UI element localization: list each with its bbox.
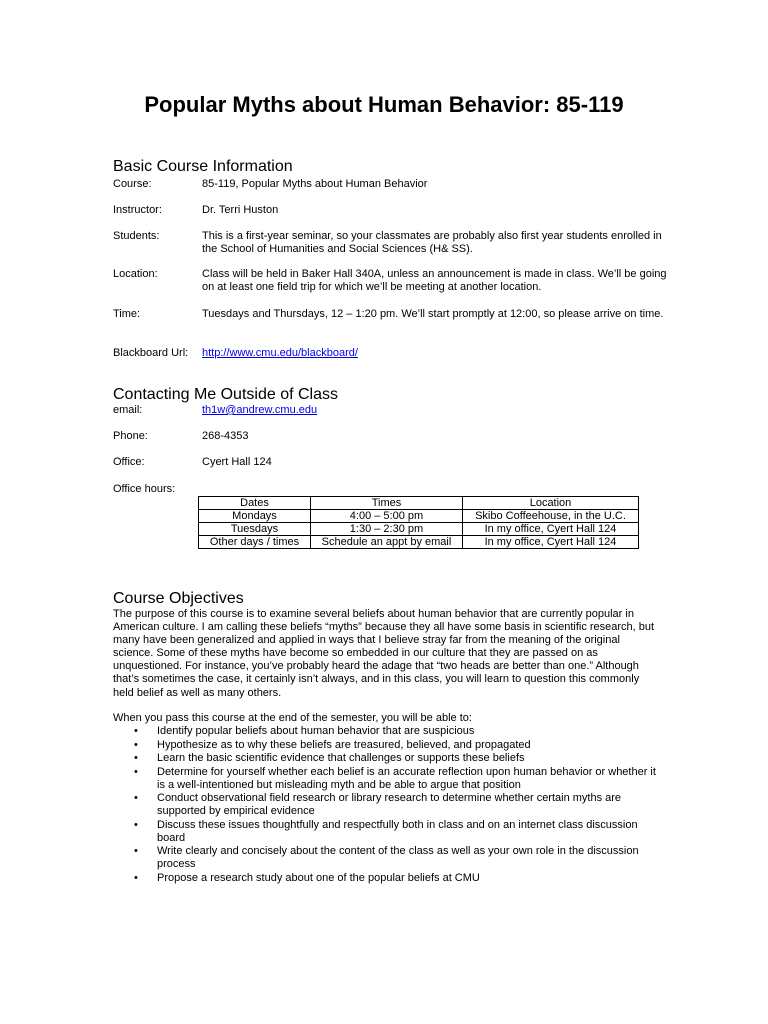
table-cell: 1:30 – 2:30 pm	[311, 523, 463, 536]
list-item-text: Learn the basic scientific evidence that challenges or supports these beliefs	[157, 752, 525, 764]
list-item	[113, 766, 658, 792]
info-value: Tuesdays and Thursdays, 12 – 1:20 pm. We’ll start promptly at 12:00, so please arrive on time.	[202, 308, 664, 320]
info-label: Blackboard Url:	[113, 347, 189, 359]
list-item-text: Hypothesize as to why these beliefs are treasured, believed, and propagated	[157, 738, 531, 751]
list-item	[113, 872, 658, 885]
list-item	[113, 845, 658, 871]
contact-label: email:	[113, 404, 143, 416]
page-title: Popular Myths about Human Behavior: 85-119	[144, 92, 624, 117]
contact-heading: Contacting Me Outside of Class	[113, 386, 338, 403]
table-cell: In my office, Cyert Hall 124	[463, 536, 639, 549]
contact-value-wrap	[202, 404, 672, 417]
info-label: Students:	[113, 230, 160, 242]
table-cell: Tuesdays	[199, 523, 311, 536]
table-header: Location	[463, 497, 639, 510]
info-label: Instructor:	[113, 204, 162, 216]
table-cell: 4:00 – 5:00 pm	[311, 510, 463, 523]
list-item-text: Identify popular beliefs about human behavior that are suspicious	[157, 725, 475, 737]
info-label: Location:	[113, 268, 158, 280]
info-value: Class will be held in Baker Hall 340A, unless an announcement is made in class. We’ll be going on at least one field trip for which we’ll be meeting at another location.	[202, 268, 667, 293]
table-cell: Mondays	[199, 510, 311, 523]
list-item-text: Write clearly and concisely about the content of the class as well as your own role in the discussion process	[157, 845, 639, 870]
table-row	[199, 523, 639, 536]
bullet-icon: •	[134, 752, 138, 764]
objectives-paragraph: The purpose of this course is to examine several beliefs about human behavior that are currently popular in American culture. I am calling these beliefs “myths” because they all have some basis in scientific research, but many have been generalized and applied in ways that I believe stray far from the meaning of the original science. Some of these myths have become so embedded in our culture that they are passed on as unquestioned. For instance, you’ve probably heard the adage that “two heads are better than one.” Although that’s sometimes the case, it certainly isn’t always, and in this class, you will learn to question this commonly held belief as well as many others.	[113, 608, 655, 699]
info-value: This is a first-year seminar, so your classmates are probably also first year students enrolled in the School of Humanities and Social Sciences (H& SS).	[202, 230, 662, 255]
table-cell: In my office, Cyert Hall 124	[463, 523, 639, 536]
list-item	[113, 725, 658, 738]
list-item	[113, 739, 658, 752]
blackboard-link[interactable]: http://www.cmu.edu/blackboard/	[202, 347, 358, 359]
info-value: Dr. Terri Huston	[202, 204, 279, 216]
table-header: Times	[311, 497, 463, 510]
contact-label: Office:	[113, 456, 145, 468]
objectives-heading: Course Objectives	[113, 590, 244, 607]
objectives-list	[113, 725, 658, 885]
info-label: Course:	[113, 178, 152, 190]
list-item-text: Determine for yourself whether each belief is an accurate reflection upon human behavior or whether it is a well-intentioned but misleading myth and be able to argue that position	[157, 765, 656, 791]
bullet-icon: •	[134, 818, 138, 831]
contact-value: Cyert Hall 124	[202, 456, 272, 468]
info-label: Time:	[113, 308, 141, 320]
bullet-icon: •	[134, 738, 138, 751]
bullet-icon: •	[134, 765, 138, 778]
objectives-intro: When you pass this course at the end of the semester, you will be able to:	[113, 712, 472, 724]
list-item	[113, 819, 658, 845]
office-hours-table	[198, 496, 639, 549]
table-cell: Skibo Coffeehouse, in the U.C.	[463, 510, 639, 523]
list-item-text: Propose a research study about one of the popular beliefs at CMU	[157, 871, 480, 884]
bullet-icon: •	[134, 725, 138, 737]
table-header-row	[199, 497, 639, 510]
bullet-icon: •	[134, 792, 138, 804]
contact-value: 268-4353	[202, 430, 249, 442]
contact-label: Office hours:	[113, 483, 176, 495]
table-header: Dates	[199, 497, 311, 510]
contact-label: Phone:	[113, 430, 148, 442]
list-item	[113, 792, 658, 818]
email-link[interactable]: th1w@andrew.cmu.edu	[202, 404, 318, 416]
table-cell: Other days / times	[199, 536, 311, 549]
basic-info-heading: Basic Course Information	[113, 158, 293, 175]
table-cell: Schedule an appt by email	[311, 536, 463, 549]
bullet-icon: •	[134, 845, 138, 857]
list-item-text: Discuss these issues thoughtfully and respectfully both in class and on an internet class discussion board	[157, 818, 638, 844]
table-row	[199, 536, 639, 549]
info-value-wrap	[202, 347, 672, 360]
bullet-icon: •	[134, 871, 138, 884]
table-row	[199, 510, 639, 523]
list-item	[113, 752, 658, 765]
list-item-text: Conduct observational field research or library research to determine whether certain myths are supported by empirical evidence	[157, 792, 622, 817]
info-value: 85-119, Popular Myths about Human Behavior	[202, 178, 428, 190]
